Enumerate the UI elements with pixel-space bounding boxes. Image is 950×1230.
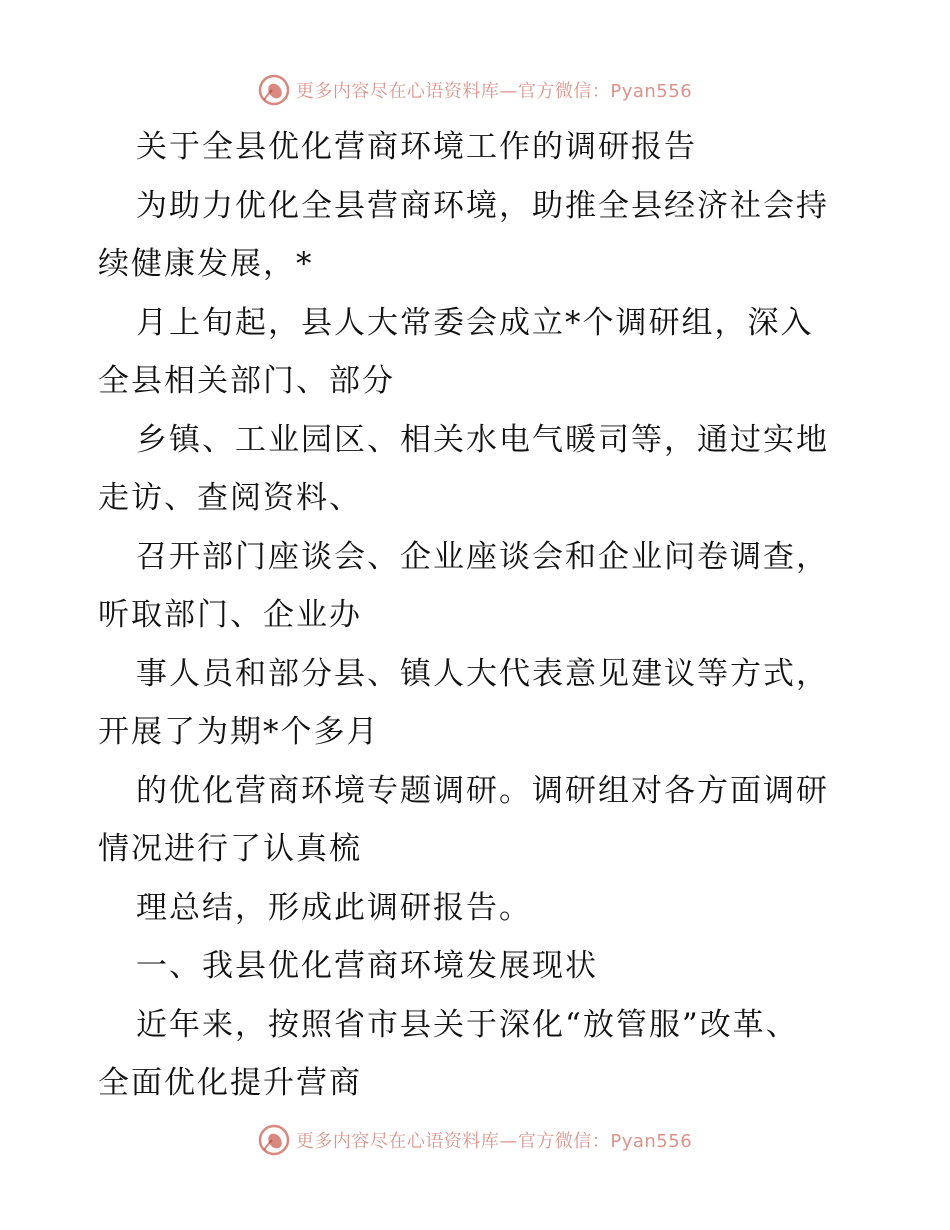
paragraph-line: 为助力优化全县营商环境，助推全县经济社会持	[136, 187, 829, 224]
watermark-text: 更多内容尽在心语资料库—官方微信：Pyan556	[295, 81, 693, 102]
watermark-text: 更多内容尽在心语资料库—官方微信：Pyan556	[295, 1131, 693, 1152]
paragraph-line: 走访、查阅资料、	[98, 480, 362, 516]
paragraph-line: 月上旬起，县人大常委会成立*个调研组，深入	[136, 304, 814, 341]
paragraph-line: 续健康发展，*	[98, 246, 314, 282]
footer-watermark	[0, 1120, 950, 1160]
paragraph-line: 情况进行了认真梳	[98, 831, 362, 867]
paragraph-line: 开展了为期*个多月	[98, 714, 380, 750]
section-heading: 一、我县优化营商环境发展现状	[136, 948, 598, 984]
paragraph-line: 全面优化提升营商	[98, 1065, 362, 1101]
paragraph-line: 听取部门、企业办	[98, 597, 362, 633]
paragraph-line: 全县相关部门、部分	[98, 363, 395, 399]
mouse-logo-icon	[258, 1124, 290, 1156]
document-title: 关于全县优化营商环境工作的调研报告	[136, 129, 697, 165]
paragraph-line: 理总结，形成此调研报告。	[136, 889, 532, 926]
document-body	[98, 118, 858, 1113]
header-watermark	[0, 70, 950, 110]
paragraph-line: 近年来，按照省市县关于深化“放管服”改革、	[136, 1006, 799, 1043]
mouse-logo-icon	[258, 74, 290, 106]
paragraph-line: 的优化营商环境专题调研。调研组对各方面调研	[136, 772, 829, 809]
paragraph-line: 乡镇、工业园区、相关水电气暖司等，通过实地	[136, 421, 829, 458]
paragraph-line: 召开部门座谈会、企业座谈会和企业问卷调查，	[136, 538, 829, 575]
paragraph-line: 事人员和部分县、镇人大代表意见建议等方式，	[136, 655, 829, 692]
